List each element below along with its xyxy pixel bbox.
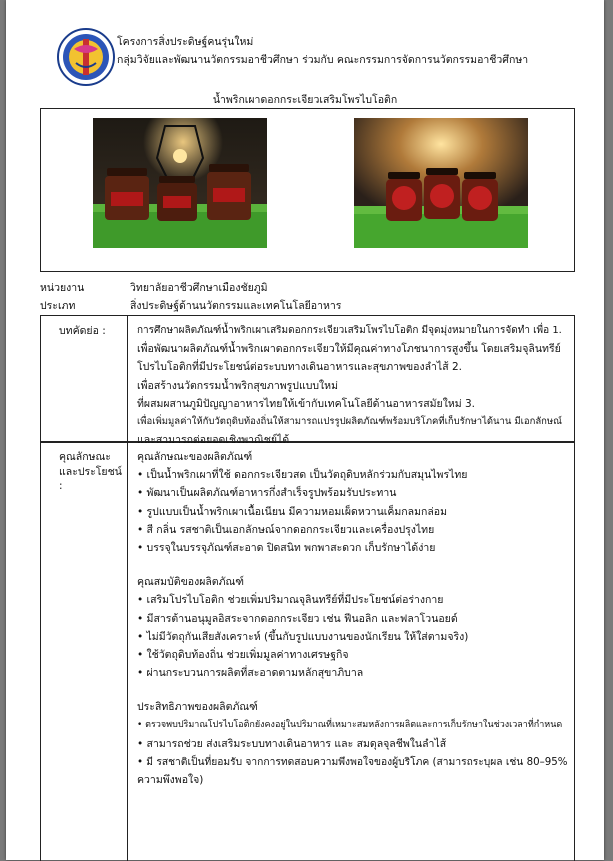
abstract-table	[40, 315, 575, 447]
document-page	[6, 0, 604, 860]
product-photo-1	[93, 118, 267, 248]
list-item: • ใช้วัตถุดิบท้องถิ่น ช่วยเพิ่มมูลค่าทางเศรษฐกิจ	[137, 648, 349, 661]
list-item: • เสริมโปรไบโอติก ช่วยเพิ่มปริมาณจุลินทรีย์ที่มีประโยชน์ต่อร่างกาย	[137, 594, 444, 607]
product-photos	[40, 108, 575, 272]
organizer-line: กลุ่มวิจัยและพัฒนานวัตกรรมอาชีวศึกษา ร่วมกับ คณะกรรมการจัดการนวัตกรรมอาชีวศึกษา	[117, 54, 529, 66]
list-item: • สี กลิ่น รสชาติเป็นเอกลักษณ์จากดอกกระเจียวและเครื่องปรุงไทย	[137, 523, 435, 536]
features-text	[137, 448, 568, 789]
list-item: • บรรจุในบรรจุภัณฑ์สะอาด ปิดสนิท พกพาสะดวก เก็บรักษาได้ง่าย	[137, 541, 436, 554]
type-value: สิ่งประดิษฐ์ด้านนวัตกรรมและเทคโนโลยีอาหาร	[130, 300, 342, 312]
list-item: • สามารถช่วย ส่งเสริมระบบทางเดินอาหาร และ สมดุลจุลชีพในลำไส้	[137, 737, 447, 750]
list-item: • พัฒนาเป็นผลิตภัณฑ์อาหารกึ่งสำเร็จรูปพร้อมรับประทาน	[137, 487, 397, 500]
product-title: น้ำพริกเผาดอกกระเจียวเสริมโพรไบโอติก	[212, 94, 398, 106]
list-item: • ตรวจพบปริมาณโปรไบโอติกยังคงอยู่ในปริมาณที่เหมาะสมหลังการผลิตและการเก็บรักษาในช่วงเวลาที่กำหนด	[137, 720, 563, 731]
abstract-line: โปรไบโอติกที่มีประโยชน์ต่อระบบทางเดินอาหารและสุขภาพของลำไส้ 2.	[137, 361, 462, 374]
abstract-line: การศึกษาผลิตภัณฑ์น้ำพริกเผาเสริมดอกกระเจียวเสริมโพรไบโอติก มีจุดมุ่งหมายในการจัดทำ เพื่อ 1.	[137, 325, 562, 336]
section-heading: คุณลักษณะของผลิตภัณฑ์	[137, 451, 253, 463]
list-item: • รูปแบบเป็นน้ำพริกเผาเนื้อเนียน มีความหอมเผ็ดหวานเค็มกลมกล่อม	[137, 505, 448, 518]
section-heading: คุณสมบัติของผลิตภัณฑ์	[137, 576, 244, 589]
abstract-line: เพื่อเพิ่มมูลค่าให้กับวัตถุดิบท้องถิ่นให้สามารถแปรรูปผลิตภัณฑ์พร้อมบริโภคที่เก็บรักษาได้นาน มีเอกลักษณ์	[137, 415, 562, 427]
institution-logo	[56, 27, 116, 87]
features-label: คุณลักษณะ และประโยชน์ :	[59, 451, 122, 492]
abstract-text	[137, 322, 568, 449]
list-item: ความพึงพอใจ)	[137, 774, 204, 786]
type-label: ประเภท	[40, 300, 76, 312]
unit-value: วิทยาลัยอาชีวศึกษาเมืองชัยภูมิ	[130, 282, 268, 294]
abstract-line: เพื่อพัฒนาผลิตภัณฑ์น้ำพริกเผาดอกกระเจียวให้มีคุณค่าทางโภชนาการสูงขึ้น โดยเสริมจุลินทรีย์	[137, 343, 561, 356]
abstract-line: ที่ผสมผสานภูมิปัญญาอาหารไทยให้เข้ากับเทคโนโลยีด้านอาหารสมัยใหม่ 3.	[137, 397, 476, 410]
abstract-line: และสามารถต่อยอดเชิงพาณิชย์ได้	[137, 434, 290, 447]
list-item: • มี รสชาติเป็นที่ยอมรับ จากการทดสอบความพึงพอใจของผู้บริโภค (สามารถระบุผล เช่น 80–95%	[137, 755, 568, 768]
list-item: • มีสารต้านอนุมูลอิสระจากดอกกระเจียว เช่น ฟีนอลิก และฟลาโวนอยด์	[137, 612, 458, 625]
list-item: • ไม่มีวัตถุกันเสียสังเคราะห์ (ขึ้นกับรูปแบบงานของนักเรียน ให้ใส่ตามจริง)	[137, 630, 469, 643]
abstract-line: เพื่อสร้างนวัตกรรมน้ำพริกสุขภาพรูปแบบใหม่	[137, 379, 339, 392]
list-item: • ผ่านกระบวนการผลิตที่สะอาดตามหลักสุขาภิบาล	[137, 667, 364, 680]
features-table	[40, 441, 575, 861]
unit-label: หน่วยงาน	[40, 282, 85, 294]
product-photo-2	[354, 118, 528, 248]
list-item: • เป็นน้ำพริกเผาที่ใช้ ดอกกระเจียวสด เป็นวัตถุดิบหลักร่วมกับสมุนไพรไทย	[137, 469, 468, 482]
section-heading: ประสิทธิภาพของผลิตภัณฑ์	[137, 701, 258, 714]
program-name: โครงการสิ่งประดิษฐ์คนรุ่นใหม่	[117, 36, 254, 48]
abstract-label: บทคัดย่อ :	[59, 325, 106, 337]
